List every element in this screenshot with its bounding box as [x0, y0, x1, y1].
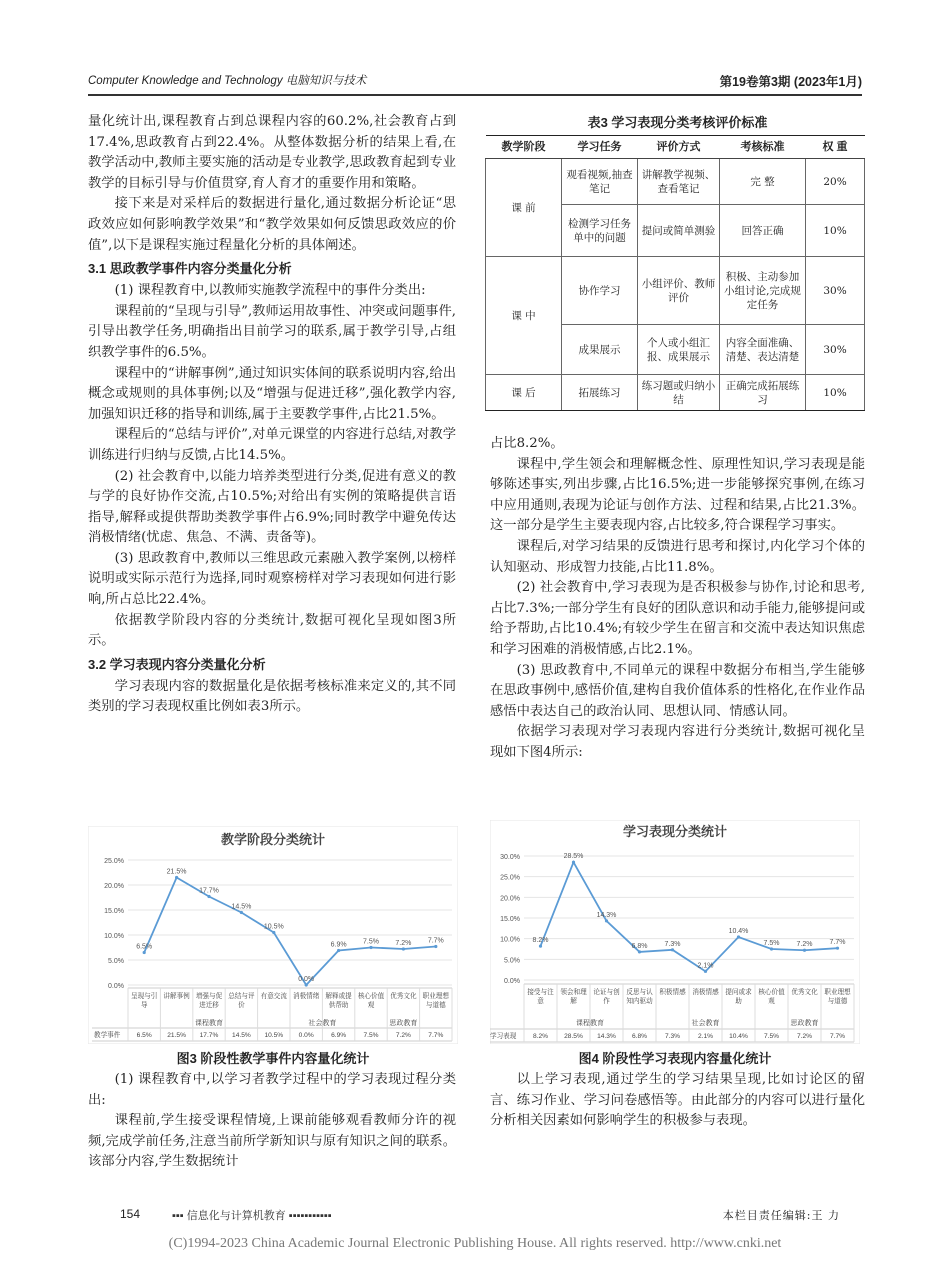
table-cell: 成果展示 [562, 325, 638, 375]
header-rule [88, 94, 862, 96]
data-label: 2.1% [697, 962, 714, 970]
table-value: 7.2% [796, 1033, 813, 1040]
category-label: 反思与认知内驱动 [626, 989, 653, 1005]
table-value: 8.2% [532, 1033, 549, 1040]
data-point [207, 895, 210, 898]
section-heading-3-2: 3.2 学习表现内容分类量化分析 [88, 656, 266, 672]
category-label: 核心价值观 [758, 989, 785, 1005]
table-cell: 正确完成拓展练习 [720, 375, 806, 411]
table-cell: 检测学习任务单中的问题 [562, 205, 638, 257]
category-label: 增强与促进迁移 [195, 993, 223, 1009]
category-label: 职业理想与道德 [422, 993, 449, 1009]
table-value: 17.7% [199, 1032, 219, 1039]
y-tick-label: 10.0% [104, 933, 124, 940]
col-header: 学习任务 [562, 136, 638, 159]
paragraph: (1) 课程教育中,以学习者教学过程中的学习表现过程分类出: [88, 1072, 456, 1108]
table-3 [485, 135, 865, 411]
table-cell: 30% [806, 325, 865, 375]
paragraph: (3) 思政教育中,教师以三维思政元素融入教学案例,以榜样说明或实际示范行为选择,同时观察榜样对学习表现如何进行影响,所占总比22.4%。 [88, 550, 456, 608]
stage-cell: 课 后 [486, 375, 562, 411]
table-value: 7.7% [829, 1033, 846, 1040]
paragraph: (2) 社会教育中,学习表现为是否积极参与协作,讨论和思考,占比7.3%;一部分学生有良好的团队意识和动手能力,能够提问或给予帮助,占比10.4%;有较少学生在留言和交流中表达知识焦虑和学习困难的消极情感,占比2.1%。 [490, 580, 865, 657]
section-name: ▪▪▪ 信息化与计算机教育 ▪▪▪▪▪▪▪▪▪▪▪ [172, 1210, 332, 1222]
col-header: 评价方式 [638, 136, 720, 159]
figure-3-chart [88, 826, 458, 1044]
data-label: 21.5% [166, 868, 187, 876]
paragraph: 课程后的“总结与评价”,对单元课堂的内容进行总结,对教学训练进行归纳与反馈,占比14.5%。 [88, 427, 456, 463]
y-tick-label: 5.0% [504, 957, 520, 965]
series-name: 学习表现 [490, 1033, 517, 1040]
chart-title: 学习表现分类统计 [622, 824, 728, 839]
data-point [605, 919, 608, 922]
table-value: 7.3% [664, 1033, 681, 1040]
table-value: 7.5% [363, 1032, 379, 1039]
group-label: 思政教育 [790, 1020, 819, 1027]
group-label: 课程教育 [576, 1020, 604, 1027]
data-label: 17.7% [199, 887, 219, 895]
copyright-line: (C)1994-2023 China Academic Journal Electronic Publishing House. All rights reserved. http://www.cnki.net [168, 1236, 782, 1251]
page-number: 154 [120, 1207, 141, 1221]
table-cell: 完 整 [720, 159, 806, 205]
table-cell: 20% [806, 159, 865, 205]
table-value: 21.5% [167, 1032, 186, 1039]
category-label: 接受与注意 [527, 989, 554, 1005]
table-cell: 讲解教学视频、查看笔记 [638, 159, 720, 205]
data-point [704, 970, 707, 973]
paragraph: 依据教学阶段内容的分类统计,数据可视化呈现如图3所示。 [88, 612, 456, 649]
figure-4-chart [490, 820, 860, 1044]
table-3-title: 表3 学习表现分类考核评价标准 [587, 115, 768, 130]
journal-title: Computer Knowledge and Technology 电脑知识与技术 [88, 75, 367, 87]
category-label: 核心价值观 [357, 993, 385, 1009]
table-cell: 10% [806, 375, 865, 411]
category-label: 积极情感 [659, 989, 686, 996]
paragraph: 课程中,学生领会和理解概念性、原理性知识,学习表现是能够陈述事实,列出步骤,占比16.5%;进一步能够探究事例,在练习中应用通则,表现为论证与创作方法、过程和结果,占比21.3%。这一部分是学生主要表现内容,占比较多,符合课程学习事实。 [490, 456, 865, 534]
left-column [88, 112, 456, 718]
data-point [402, 947, 405, 950]
paragraph: (2) 社会教育中,以能力培养类型进行分类,促进有意义的教与学的良好协作交流,占10.5%;对给出有实例的策略提供言语指导,解释或提供帮助类教学事件占6.9%;同时教学中避免传达消极情绪(忧虑、焦急、不满、责备等)。 [88, 468, 456, 546]
left-column-bottom [88, 1070, 456, 1173]
stage-cell: 课 中 [486, 257, 562, 375]
paragraph: 占比8.2%。 [490, 436, 564, 451]
paragraph: 课程前的“呈现与引导”,教师运用故事性、冲突或问题事件,引导出教学任务,明确指出目前学习的联系,属于教学引导,占组织教学事件的6.5%。 [88, 303, 456, 360]
col-header: 教学阶段 [486, 136, 562, 159]
data-point [143, 951, 146, 954]
y-tick-label: 20.0% [500, 895, 520, 903]
data-point [369, 946, 372, 949]
right-column-bottom [490, 1070, 865, 1132]
table-value: 10.4% [729, 1033, 748, 1040]
table-value: 7.7% [428, 1032, 444, 1039]
table-value: 2.1% [697, 1033, 714, 1040]
data-label: 7.2% [395, 940, 412, 947]
group-label: 课程教育 [195, 1020, 223, 1027]
data-point [638, 950, 641, 953]
table-cell: 30% [806, 257, 865, 325]
data-label: 10.5% [263, 923, 284, 931]
data-point [539, 945, 542, 948]
table-value: 6.9% [331, 1032, 347, 1039]
table-value: 14.5% [232, 1032, 251, 1039]
paragraph: 接下来是对采样后的数据进行量化,通过数据分析论证“思政效应如何影响教学效果”和“教学效果如何反馈思政效应的价值”,以下是课程实施过程量化分析的具体阐述。 [88, 196, 456, 253]
category-label: 优秀文化 [791, 989, 818, 996]
table-value: 28.5% [564, 1033, 583, 1040]
data-label: 7.7% [829, 939, 846, 947]
data-label: 0.0% [298, 976, 315, 983]
table-cell: 练习题或归纳小结 [638, 375, 720, 411]
category-label: 领会和理解 [560, 989, 587, 1005]
table-cell: 提问或简单测验 [638, 205, 720, 257]
data-label: 7.2% [796, 941, 813, 949]
y-tick-label: 15.0% [104, 908, 124, 915]
y-tick-label: 10.0% [500, 936, 520, 944]
table-value: 7.5% [763, 1033, 780, 1040]
table-cell: 拓展练习 [562, 375, 638, 411]
data-label: 6.8% [631, 942, 648, 950]
editor-credit: 本栏目责任编辑:王 力 [722, 1209, 840, 1222]
category-label: 职业理想与道德 [824, 989, 851, 1005]
data-point [836, 947, 839, 950]
table-value: 7.2% [395, 1032, 411, 1039]
paragraph: (1) 课程教育中,以教师实施教学流程中的事件分类出: [114, 283, 426, 299]
data-point [337, 949, 340, 952]
y-tick-label: 0.0% [108, 983, 124, 990]
paragraph: 以上学习表现,通过学生的学习结果呈现,比如讨论区的留言、练习作业、学习问卷感悟等。由此部分的内容可以进行量化分析相关因素如何影响学生的积极参与表现。 [490, 1072, 865, 1129]
stage-cell: 课 前 [486, 159, 562, 257]
series-name: 教学事件 [94, 1032, 121, 1039]
paragraph: 量化统计出,课程教育占到总课程内容的60.2%,社会教育占到17.4%,思政教育占到22.4%。从整体数据分析的结果上看,在教学活动中,教师主要实施的活动是专业教学,思政教育起到专业教学的目标引导与价值贯穿,育人育才的重要作用和策略。 [88, 114, 456, 191]
paragraph: 依据学习表现对学习表现内容进行分类统计,数据可视化呈现如下图4所示: [490, 724, 865, 760]
paragraph: 课程中的“讲解事例”,通过知识实体间的联系说明内容,给出概念或规则的具体事例;以及“增强与促进迁移”,强化教学内容,加强知识迁移的指导和训练,属于主要教学事件,占比21.5%。 [88, 365, 456, 422]
data-point [240, 911, 243, 914]
data-point [803, 949, 806, 952]
paragraph: 课程前,学生接受课程情境,上课前能够观看教师分许的视频,完成学前任务,注意当前所学新知识与原有知识之间的联系。该部分内容,学生数据统计 [88, 1113, 456, 1170]
data-point [737, 935, 740, 938]
data-label: 7.5% [363, 938, 379, 946]
category-label: 优秀文化 [390, 993, 417, 1000]
issue-info: 第19卷第3期 (2023年1月) [719, 75, 862, 89]
chart-title: 教学阶段分类统计 [220, 832, 326, 847]
table-cell: 小组评价、教师评价 [638, 257, 720, 325]
data-point [770, 947, 773, 950]
category-label: 论证与创作 [593, 989, 620, 1005]
y-tick-label: 5.0% [108, 958, 124, 965]
y-tick-label: 20.0% [104, 883, 124, 890]
data-point [434, 945, 437, 948]
data-label: 7.3% [664, 940, 681, 948]
y-tick-label: 25.0% [104, 858, 124, 865]
data-label: 6.9% [330, 941, 347, 949]
section-heading-3-1: 3.1 思政教学事件内容分类量化分析 [88, 261, 292, 277]
category-label: 有意交流 [260, 993, 287, 1000]
category-label: 消极情感 [692, 989, 719, 996]
data-label: 14.3% [596, 911, 617, 919]
y-tick-label: 15.0% [500, 916, 520, 923]
data-label: 8.2% [532, 937, 549, 945]
data-point [305, 983, 308, 986]
paragraph: (3) 思政教育中,不同单元的课程中数据分布相当,学生能够在思政事例中,感悟价值,建构自我价值体系的性格化,在作业作品感悟中表达自己的政治认同、思想认同、情感认同。 [490, 662, 865, 719]
table-value: 6.8% [631, 1033, 648, 1040]
data-label: 6.5% [136, 943, 153, 951]
y-tick-label: 30.0% [500, 854, 520, 861]
y-tick-label: 0.0% [504, 978, 520, 985]
category-label: 呈现与引导 [131, 993, 158, 1009]
table-cell: 10% [806, 205, 865, 257]
right-column [490, 434, 865, 764]
figure-3-caption: 图3 阶段性教学事件内容量化统计 [176, 1051, 370, 1066]
col-header: 权 重 [806, 136, 865, 159]
table-value: 0.0% [298, 1032, 314, 1039]
paragraph: 学习表现内容的数据量化是依据考核标准来定义的,其不同类别的学习表现权重比例如表3所示。 [88, 678, 456, 715]
table-value: 6.5% [136, 1032, 152, 1039]
col-header: 考核标准 [720, 136, 806, 159]
data-label: 7.5% [763, 940, 780, 947]
table-cell: 个人或小组汇报、成果展示 [638, 325, 720, 375]
data-label: 10.4% [728, 928, 749, 936]
group-label: 社会教育 [691, 1020, 720, 1027]
data-point [175, 876, 178, 879]
data-point [671, 948, 674, 951]
table-cell: 协作学习 [562, 257, 638, 325]
category-label: 提问或求助 [725, 989, 752, 1005]
table-cell: 积极、主动参加小组讨论,完成规定任务 [720, 257, 806, 325]
category-label: 总结与评价 [228, 993, 255, 1009]
group-label: 思政教育 [389, 1020, 418, 1027]
data-point [572, 861, 575, 864]
data-label: 28.5% [563, 853, 584, 861]
table-cell: 回答正确 [720, 205, 806, 257]
y-tick-label: 25.0% [500, 874, 520, 882]
table-value: 14.3% [597, 1033, 616, 1040]
category-label: 讲解事例 [163, 993, 190, 1000]
table-cell: 观看视频,抽查笔记 [562, 159, 638, 205]
data-label: 7.7% [427, 937, 444, 945]
data-point [272, 931, 275, 934]
group-label: 社会教育 [308, 1020, 337, 1027]
paragraph: 课程后,对学习结果的反馈进行思考和探讨,内化学习个体的认知驱动、形成智力技能,占比11.8%。 [490, 538, 865, 575]
figure-4-caption: 图4 阶段性学习表现内容量化统计 [578, 1051, 772, 1066]
table-cell: 内容全面准确、清楚、表达清楚 [720, 325, 806, 375]
data-label: 14.5% [231, 903, 252, 911]
category-label: 消极情绪 [293, 993, 320, 1000]
category-label: 解释或提供帮助 [325, 993, 352, 1009]
table-value: 10.5% [264, 1032, 284, 1039]
